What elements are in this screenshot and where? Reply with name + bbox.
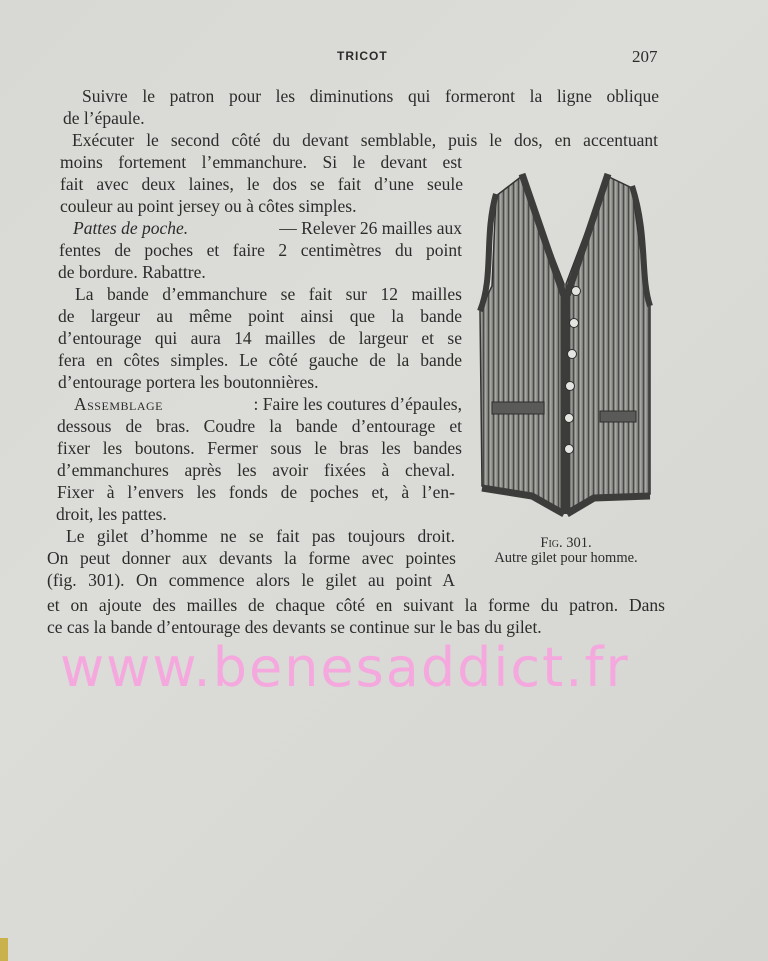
text-line: fait avec deux laines, le dos se fait d’une seule bbox=[60, 174, 463, 194]
text-line: Le gilet d’homme ne se fait pas toujours droit. bbox=[66, 526, 455, 546]
text-line: Suivre le patron pour les diminutions qui formeront la ligne oblique bbox=[82, 86, 659, 106]
section-heading-pattes: Pattes de poche. bbox=[73, 218, 189, 238]
text-line: droit, les pattes. bbox=[56, 504, 167, 524]
text-line: (fig. 301). On commence alors le gilet au point A bbox=[47, 570, 455, 590]
text-line bbox=[73, 217, 462, 239]
text-line: On peut donner aux devants la forme avec pointes bbox=[47, 548, 456, 568]
text-line: d’entourage qui aura 14 mailles de largeur et se bbox=[58, 328, 462, 348]
text-line: dessous de bras. Coudre la bande d’entourage et bbox=[57, 416, 462, 436]
text-line: de bordure. Rabattre. bbox=[58, 262, 206, 282]
text-line: d’emmanchures après les avoir fixées à cheval. bbox=[57, 460, 455, 480]
text-line: fixer les boutons. Fermer sous le bras les bandes bbox=[57, 438, 462, 458]
text-line bbox=[74, 393, 462, 415]
text-line: ce cas la bande d’entourage des devants se continue sur le bas du gilet. bbox=[47, 617, 542, 637]
text-line: moins fortement l’emmanchure. Si le devant est bbox=[60, 152, 462, 172]
text-line: de largeur au même point ainsi que la bande bbox=[58, 306, 462, 326]
page-number: 207 bbox=[632, 47, 658, 66]
text-line: Exécuter le second côté du devant semblable, puis le dos, en accentuant bbox=[72, 130, 658, 150]
page-header bbox=[0, 47, 768, 71]
text-line: fentes de poches et faire 2 centimètres du point bbox=[59, 240, 462, 260]
text-line: fera en côtes simples. Le côté gauche de la bande bbox=[58, 350, 462, 370]
text-line: La bande d’emmanchure se fait sur 12 mailles bbox=[75, 284, 462, 304]
watermark-text: www.benesaddict.fr bbox=[60, 636, 630, 699]
text-line: d’entourage portera les boutonnières. bbox=[58, 372, 319, 392]
running-head: TRICOT bbox=[337, 49, 388, 63]
text-line: et on ajoute des mailles de chaque côté en suivant la forme du patron. Dans bbox=[47, 595, 665, 615]
figure-number: Fig. 301. bbox=[540, 535, 592, 551]
vest-illustration bbox=[472, 166, 660, 526]
text-line: de l’épaule. bbox=[63, 108, 145, 128]
text-line: couleur au point jersey ou à côtes simples. bbox=[60, 196, 357, 216]
text-fragment: : Faire les coutures d’épaules, bbox=[253, 394, 462, 414]
corner-mark bbox=[0, 938, 8, 961]
figure-caption: Autre gilet pour homme. bbox=[494, 550, 638, 566]
text-fragment: — Relever 26 mailles aux bbox=[279, 218, 462, 238]
text-line: Fixer à l’envers les fonds de poches et, à l’en- bbox=[57, 482, 455, 502]
section-heading-assemblage: Assemblage bbox=[74, 394, 163, 414]
